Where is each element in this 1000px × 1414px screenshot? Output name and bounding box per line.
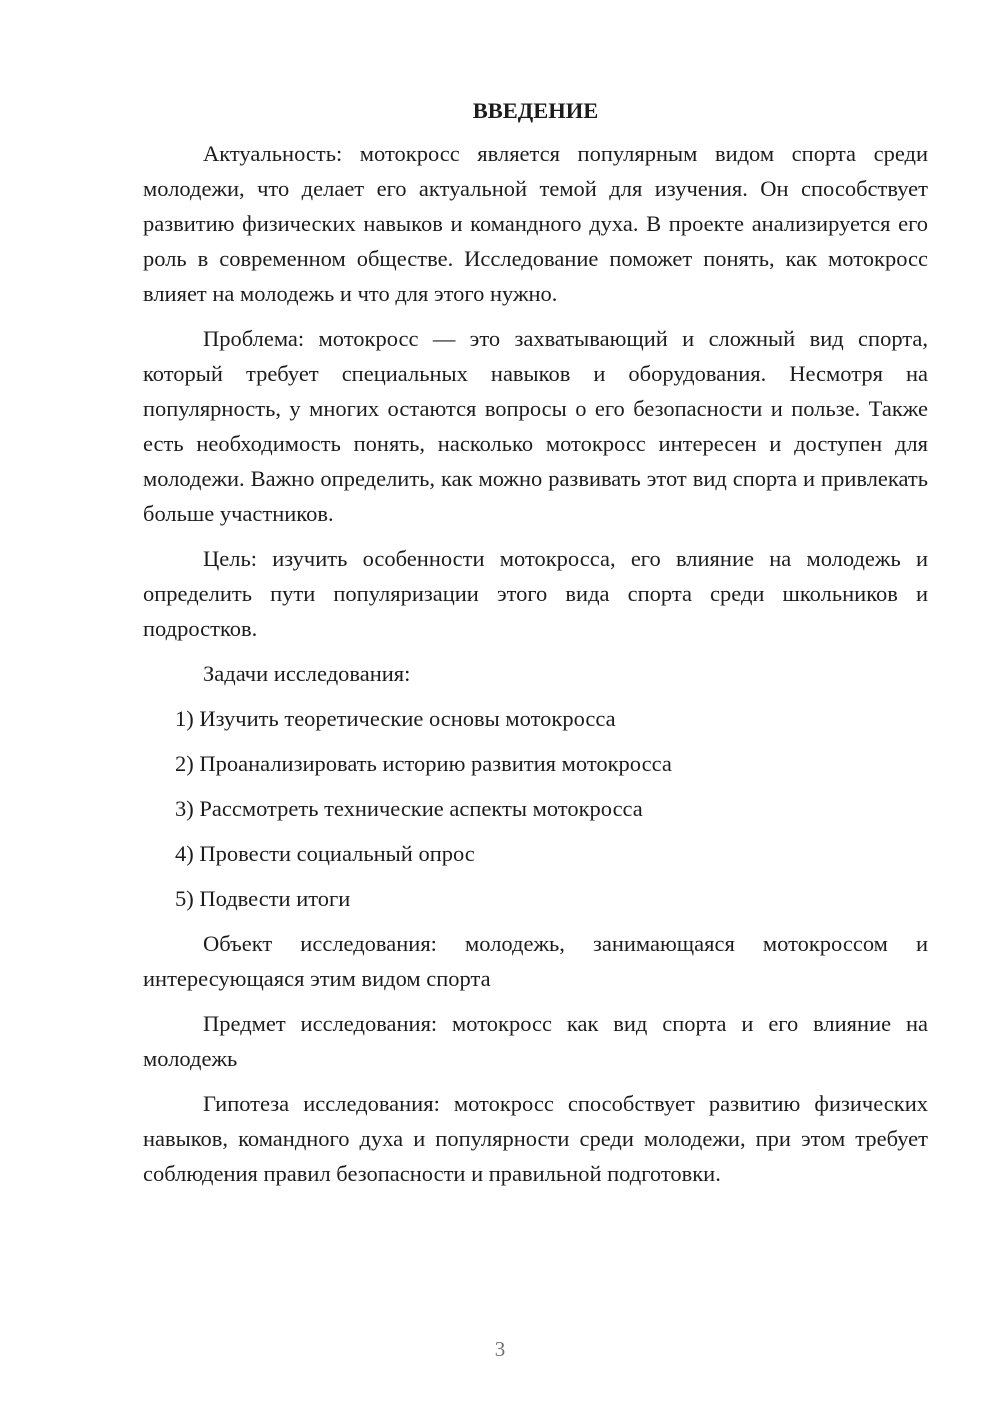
tasks-heading: Задачи исследования: bbox=[203, 661, 411, 686]
task-item-1: 1) Изучить теоретические основы мотокросса bbox=[175, 706, 616, 731]
task-item-4: 4) Провести социальный опрос bbox=[175, 841, 475, 866]
hypothesis-paragraph: Гипотеза исследования: мотокросс способствует развитию физических навыков, командного духа и популярности среди молодежи, при этом требует соблюдения правил безопасности и правильной подготовки. bbox=[143, 1091, 928, 1186]
goal-paragraph: Цель: изучить особенности мотокросса, его влияние на молодежь и определить пути популяризации этого вида спорта среди школьников и подростков. bbox=[143, 546, 928, 641]
tasks-list bbox=[143, 701, 928, 916]
page-title: ВВЕДЕНИЕ bbox=[472, 98, 599, 123]
task-item-3: 3) Рассмотреть технические аспекты мотокросса bbox=[175, 796, 643, 821]
subject-paragraph: Предмет исследования: мотокросс как вид спорта и его влияние на молодежь bbox=[143, 1011, 928, 1071]
task-item-2: 2) Проанализировать историю развития мотокросса bbox=[175, 751, 672, 776]
relevance-paragraph: Актуальность: мотокросс является популярным видом спорта среди молодежи, что делает его актуальной темой для изучения. Он способствует развитию физических навыков и командного духа. В проекте анализируется его роль в современном обществе. Исследование поможет понять, как мотокросс влияет на молодежь и что для этого нужно. bbox=[143, 141, 928, 306]
object-paragraph: Объект исследования: молодежь, занимающаяся мотокроссом и интересующаяся этим видом спорта bbox=[143, 931, 928, 991]
page-number: 3 bbox=[494, 1337, 506, 1361]
problem-paragraph: Проблема: мотокросс — это захватывающий и сложный вид спорта, который требует специальных навыков и оборудования. Несмотря на популярность, у многих остаются вопросы о его безопасности и пользе. Также есть необходимость понять, насколько мотокросс интересен и доступен для молодежи. Важно определить, как можно развивать этот вид спорта и привлекать больше участников. bbox=[143, 326, 928, 526]
task-item-5: 5) Подвести итоги bbox=[175, 886, 351, 911]
